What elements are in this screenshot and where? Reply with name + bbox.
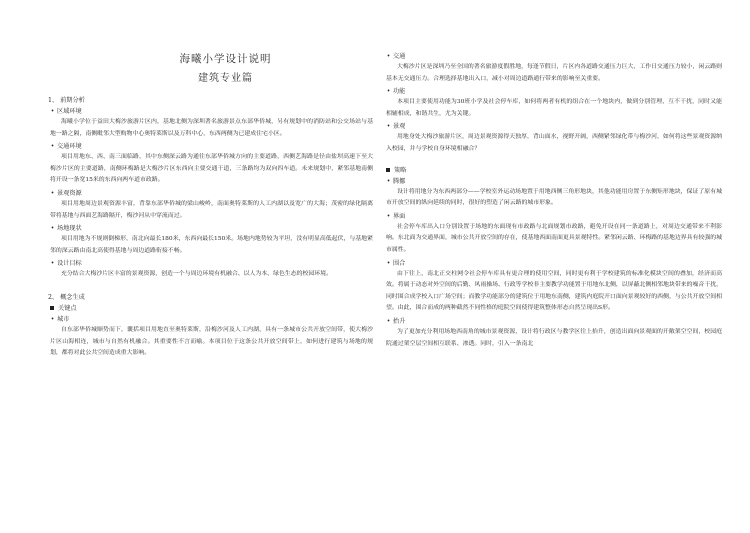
subheading-site-status: • 场地现状 xyxy=(48,224,373,233)
bullet-icon: • xyxy=(386,53,391,60)
bullet-icon: • xyxy=(386,317,391,325)
bullet-icon: • xyxy=(386,88,391,96)
document-subtitle: 建筑专业篇 xyxy=(198,73,253,84)
square-bullet-icon xyxy=(386,168,390,172)
subheading-lift: • 抬升 xyxy=(384,317,722,326)
paragraph-traffic-environment: 项目用地东、西、南三面临路，其中东侧深云路为通往东部华侨城方向的主要道路，西侧艺海路是径由盐坝高速下至大梅沙片区的主要道路，南侧环梅路是大梅沙片区东西向主要交通干道，三条路均为双向四车道。未来规划中，紧邻基地南侧将开设一条宽15米的东西向两车道市政路。 xyxy=(50,154,373,184)
section-heading-pre-analysis: 1、 前期分析 xyxy=(48,97,85,104)
subheading-function: • 功能 xyxy=(384,87,722,96)
subheading-strategy: 策略 xyxy=(384,166,722,175)
bullet-icon: • xyxy=(386,259,391,267)
subheading-traffic: • 交通 xyxy=(384,52,722,61)
paragraph-lift: 为了更加充分利用场地西南角的城市景观资源，设计将行政区与教学区往上抬升，创造出面向景观面的开敞架空空间，校园庭院通过架空层空间相互联系、渗透。同时，引入一条南北 xyxy=(386,328,722,347)
square-bullet-icon xyxy=(50,306,54,310)
paragraph-landscape-resources: 项目用地周边景观资源丰富，背靠东部华侨城的梁山峻岭，南面奥特莱斯的人工内湖以及宽广的大海；茂密的绿化隔离带将基地与西面艺海路隔开，梅沙河从中穿流而过。 xyxy=(50,200,373,219)
bullet-icon: • xyxy=(50,143,55,151)
bullet-icon: • xyxy=(386,123,391,131)
subheading-interface: • 界面 xyxy=(384,212,722,221)
bullet-icon: • xyxy=(50,225,55,233)
paragraph-enclosure: 由下往上，南北正交柱网令社会停车库具有更合理的使用空间，同时更有利于学校建筑的标准化模块空间的叠加，经济而高效。将属于动态对外空间的后勤、风雨操场、行政等学校非主要教学功能置于用地东北侧，以屏蔽北侧相邻地块带来的噪音干扰，同时围合成学校入口广场空间；而教学功能部分的建筑位于用地东南侧，建筑内庭院开口面向景观较好的西侧，与公共开放空间相望。由此，围合而成的两种截然不同性格的庭院空间使得建筑整体形态自然呈现出S形。 xyxy=(386,270,722,312)
paragraph-shift: 设计将用地分为东西两部分——学校室外运动场地置于用地西侧三角形地块，其他功能用房置于东侧矩形地块，保证了原有城市开放空间的纵向延续的同时，很好的塑造了闲云路的城市形象。 xyxy=(386,188,722,207)
bullet-icon: • xyxy=(50,260,55,268)
paragraph-traffic: 大梅沙片区是深圳乃至全国的著名旅游度假胜地，每逢节假日，片区内各道路交通压力巨大，工作日交通压力较小，闲云路则基本无交通压力。合理选择基地出入口，减小对周边道路通行带来的影响至关重要。 xyxy=(386,64,722,82)
subheading-landscape: • 景观 xyxy=(384,122,722,131)
section-heading-concept: 2、 概念生成 xyxy=(48,293,85,301)
subheading-city: • 城市 xyxy=(48,315,373,324)
subheading-landscape-resources: • 景观资源 xyxy=(48,189,373,198)
right-column xyxy=(384,50,722,351)
document-title: 海曦小学设计说明 xyxy=(179,53,272,65)
paragraph-interface: 社会停车库出入口分别设置于场地的东面现有市政路与北面规划市政路，避免开设在同一条道路上，对周边交通带来不利影响。东北面为交通界面，城市公共开放空间的存在，使基地西面南面更具景观特性。紧邻闲云路、环梅路的基地边界具有较强的城市属性。 xyxy=(386,223,722,253)
bullet-icon: • xyxy=(50,108,55,115)
bullet-icon: • xyxy=(386,212,391,220)
bullet-icon: • xyxy=(50,315,55,323)
left-column xyxy=(48,52,373,361)
paragraph-landscape: 用地身处大梅沙旅游片区，周边景观资源得天独厚，背山面水，视野开阔，西侧紧邻绿化带与梅沙河，如何将这些景观资源纳入校园，并与学校自身环境相融合？ xyxy=(386,134,722,152)
subheading-design-goal: • 设计目标 xyxy=(48,259,373,268)
paragraph-design-goal: 充分结合大梅沙片区丰富的景观资源，创造一个与周边环境有机融合、以人为本、绿色生态的校园环境。 xyxy=(61,271,332,278)
subheading-key-points: 关键点 xyxy=(48,304,373,313)
bullet-icon: • xyxy=(50,189,55,197)
subheading-shift: • 腾挪 xyxy=(384,177,722,186)
paragraph-regional-environment: 海曦小学位于益田大梅沙旅游片区内，基地北侧为深圳著名旅游景点东部华侨城，另有规划中的消防站和公交场站与基地一路之隔，南侧毗邻大型购物中心奥特莱斯以及万科中心，东西两侧为已建成住宅小区。 xyxy=(50,119,373,137)
subheading-regional-environment: • 区域环境 xyxy=(48,107,373,116)
bullet-icon: • xyxy=(386,177,391,185)
paragraph-city: 自东部华侨城顺势而下，囊括项目用地直至奥特莱斯，沿梅沙河及人工内湖，具有一条城市公共开放空间带，使大梅沙片区山海相连，城市与自然有机融合。其重要性不言而喻。本项目位于这条公共开放空间带上，如何进行建筑与场地的规划，都将对此公共空间造成重大影响。 xyxy=(50,326,373,357)
subheading-traffic-environment: • 交通环境 xyxy=(48,142,373,151)
subheading-enclosure: • 围合 xyxy=(384,259,722,268)
paragraph-function: 本项目主要使用功能为30班小学及社会停车库，如何将两者有机的组合在一个地块内，做到分别管理，互不干扰，同时又能相辅相成，和谐共生，尤为关键。 xyxy=(386,99,722,117)
paragraph-site-status: 项目用地为不规则倒梯形，南北向最长180米，东西向最长150米。场地内地势较为平坦，没有明显高低起伏，与基地紧邻的深云路由南北高使得基地与周边道路衔接不畅。 xyxy=(50,236,373,254)
